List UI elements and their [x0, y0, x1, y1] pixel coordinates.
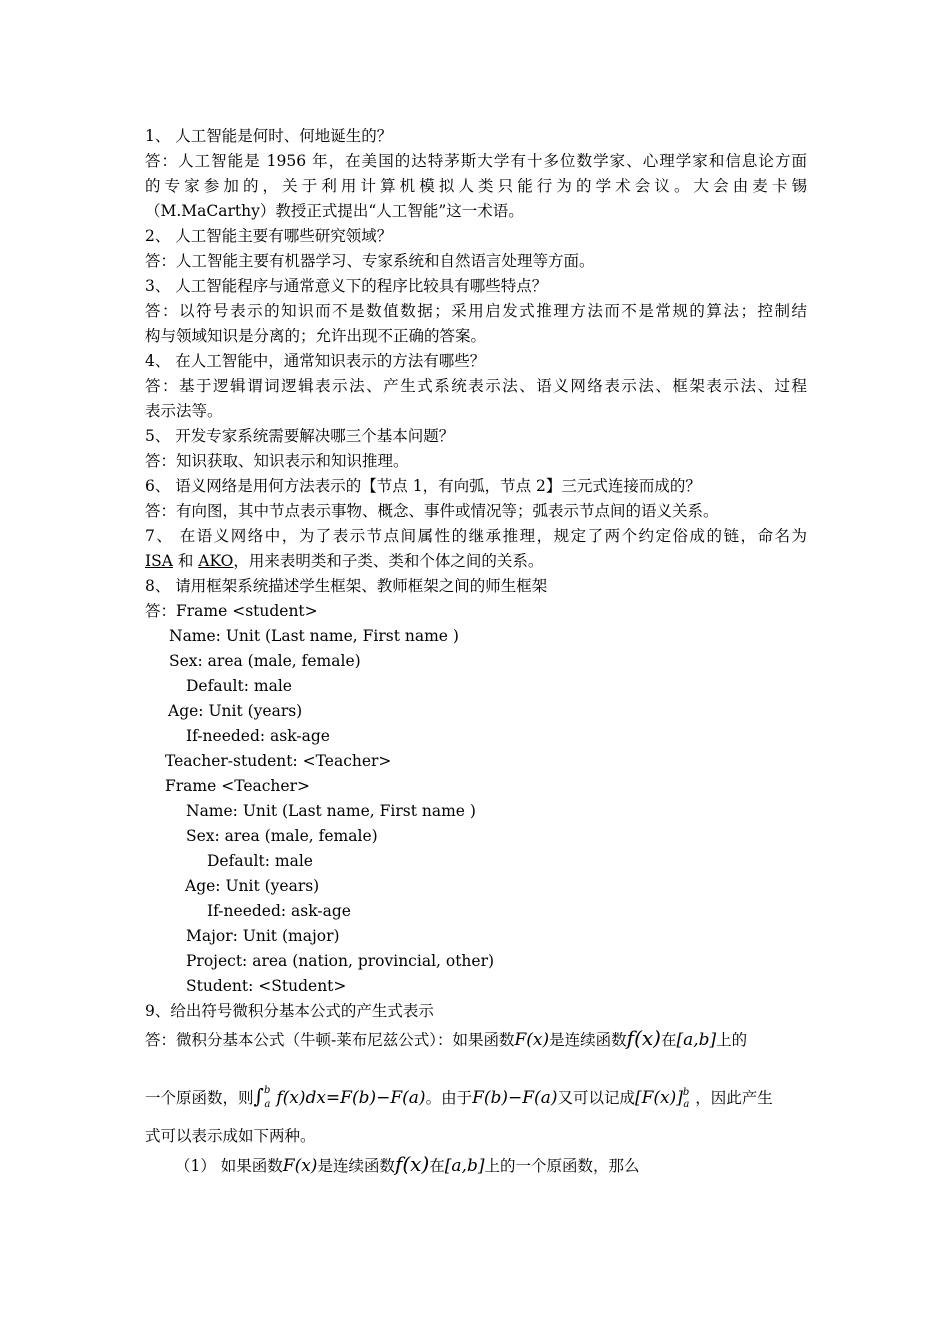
question-4: 4、 在人工智能中，通常知识表示的方法有哪些？	[145, 352, 486, 370]
question-7-line-1: 7、 在语义网络中，为了表示节点间属性的继承推理，规定了两个约定俗成的链，命名为	[145, 527, 807, 545]
ako-link-term: AKO	[198, 552, 234, 570]
answer-2: 答：人工智能主要有机器学习、专家系统和自然语言处理等方面。	[145, 252, 595, 270]
answer-6: 答：有向图，其中节点表示事物、概念、事件或情况等；弧表示节点间的语义关系。	[145, 502, 719, 520]
frame-line: Age: Unit (years)	[185, 877, 320, 895]
formula-F-x: F(x)	[282, 1156, 318, 1176]
formula-f-x: f(x)	[626, 1026, 661, 1050]
formula-definite-integral: ∫$^b_a$ f(x)dx=F(b)−F(a)	[253, 1084, 426, 1110]
answer-9-line-3: 式可以表示成如下两种。	[145, 1127, 316, 1145]
condition-1: （1） 如果函数F(x)是连续函数f(x)在[a,b]上的一个原函数，那么	[175, 1152, 640, 1176]
question-9: 9、给出符号微积分基本公式的产生式表示	[145, 1002, 434, 1020]
formula-interval-a-b: [a,b]	[444, 1156, 485, 1176]
formula-bracket-notation: $[F(x)]^b_a$	[634, 1087, 690, 1110]
frame-line: Student: <Student>	[186, 977, 347, 995]
and-text: 和	[172, 552, 199, 570]
answer-9-line-1: 答：微积分基本公式（牛顿-莱布尼兹公式）：如果函数F(x)是连续函数f(x)在[a,b]上的	[145, 1026, 748, 1050]
formula-F-x: F(x)	[514, 1030, 550, 1050]
answer-1-line-1: 答：人工智能是 1956 年，在美国的达特茅斯大学有十多位数学家、心理学家和信息论方面	[145, 152, 807, 170]
answer-3-line-1: 答：以符号表示的知识而不是数值数据；采用启发式推理方法而不是常规的算法；控制结	[145, 302, 807, 320]
frame-line: Frame <Teacher>	[165, 777, 310, 795]
question-6: 6、 语义网络是用何方法表示的【节点 1，有向弧，节点 2】三元式连接而成的？	[145, 477, 701, 495]
isa-link-term: ISA	[145, 552, 173, 570]
question-2: 2、 人工智能主要有哪些研究领域？	[145, 227, 393, 245]
frame-line: Project: area (nation, provincial, other)	[186, 952, 495, 970]
answer-1-line-2: 的专家参加的，关于利用计算机模拟人类只能行为的学术会议。大会由麦卡锡	[145, 177, 807, 195]
frame-line: If-needed: ask-age	[186, 727, 330, 745]
frame-line: Default: male	[186, 677, 292, 695]
frame-line: Major: Unit (major)	[186, 927, 340, 945]
formula-F-b-minus-F-a: F(b)−F(a)	[472, 1088, 558, 1108]
formula-interval-a-b: [a,b]	[676, 1030, 717, 1050]
frame-line: Sex: area (male, female)	[169, 652, 361, 670]
answer-3-line-2: 构与领域知识是分离的；允许出现不正确的答案。	[145, 327, 487, 345]
frame-line: Default: male	[207, 852, 313, 870]
answer-4-line-1: 答：基于逻辑谓词逻辑表示法、产生式系统表示法、语义网络表示法、框架表示法、过程	[145, 377, 807, 395]
answer-4-line-2: 表示法等。	[145, 402, 223, 420]
question-7-rest: ，用来表明类和子类、类和个体之间的关系。	[233, 552, 544, 570]
formula-f-x: f(x)	[394, 1152, 430, 1176]
frame-line: Sex: area (male, female)	[186, 827, 378, 845]
question-5: 5、 开发专家系统需要解决哪三个基本问题？	[145, 427, 455, 445]
answer-8-frame-student: 答：Frame <student>	[145, 602, 318, 620]
frame-line: Age: Unit (years)	[168, 702, 303, 720]
frame-line: If-needed: ask-age	[207, 902, 351, 920]
question-8: 8、 请用框架系统描述学生框架、教师框架之间的师生框架	[145, 577, 548, 595]
question-1: 1、 人工智能是何时、何地诞生的？	[145, 127, 393, 145]
frame-line: Name: Unit (Last name, First name )	[169, 627, 459, 645]
answer-1-line-3: （M.MaCarthy）教授正式提出“人工智能”这一术语。	[145, 202, 524, 220]
answer-9-line-2: 一个原函数，则∫$^b_a$ f(x)dx=F(b)−F(a)。由于F(b)−F(a)又可以记成$[F(x)]^b_a$ ，因此产生	[145, 1084, 773, 1110]
frame-line: Teacher-student: <Teacher>	[165, 752, 392, 770]
frame-line: Name: Unit (Last name, First name )	[186, 802, 476, 820]
question-3: 3、 人工智能程序与通常意义下的程序比较具有哪些特点？	[145, 277, 548, 295]
question-7-line-2	[145, 549, 543, 574]
answer-5: 答：知识获取、知识表示和知识推理。	[145, 452, 409, 470]
